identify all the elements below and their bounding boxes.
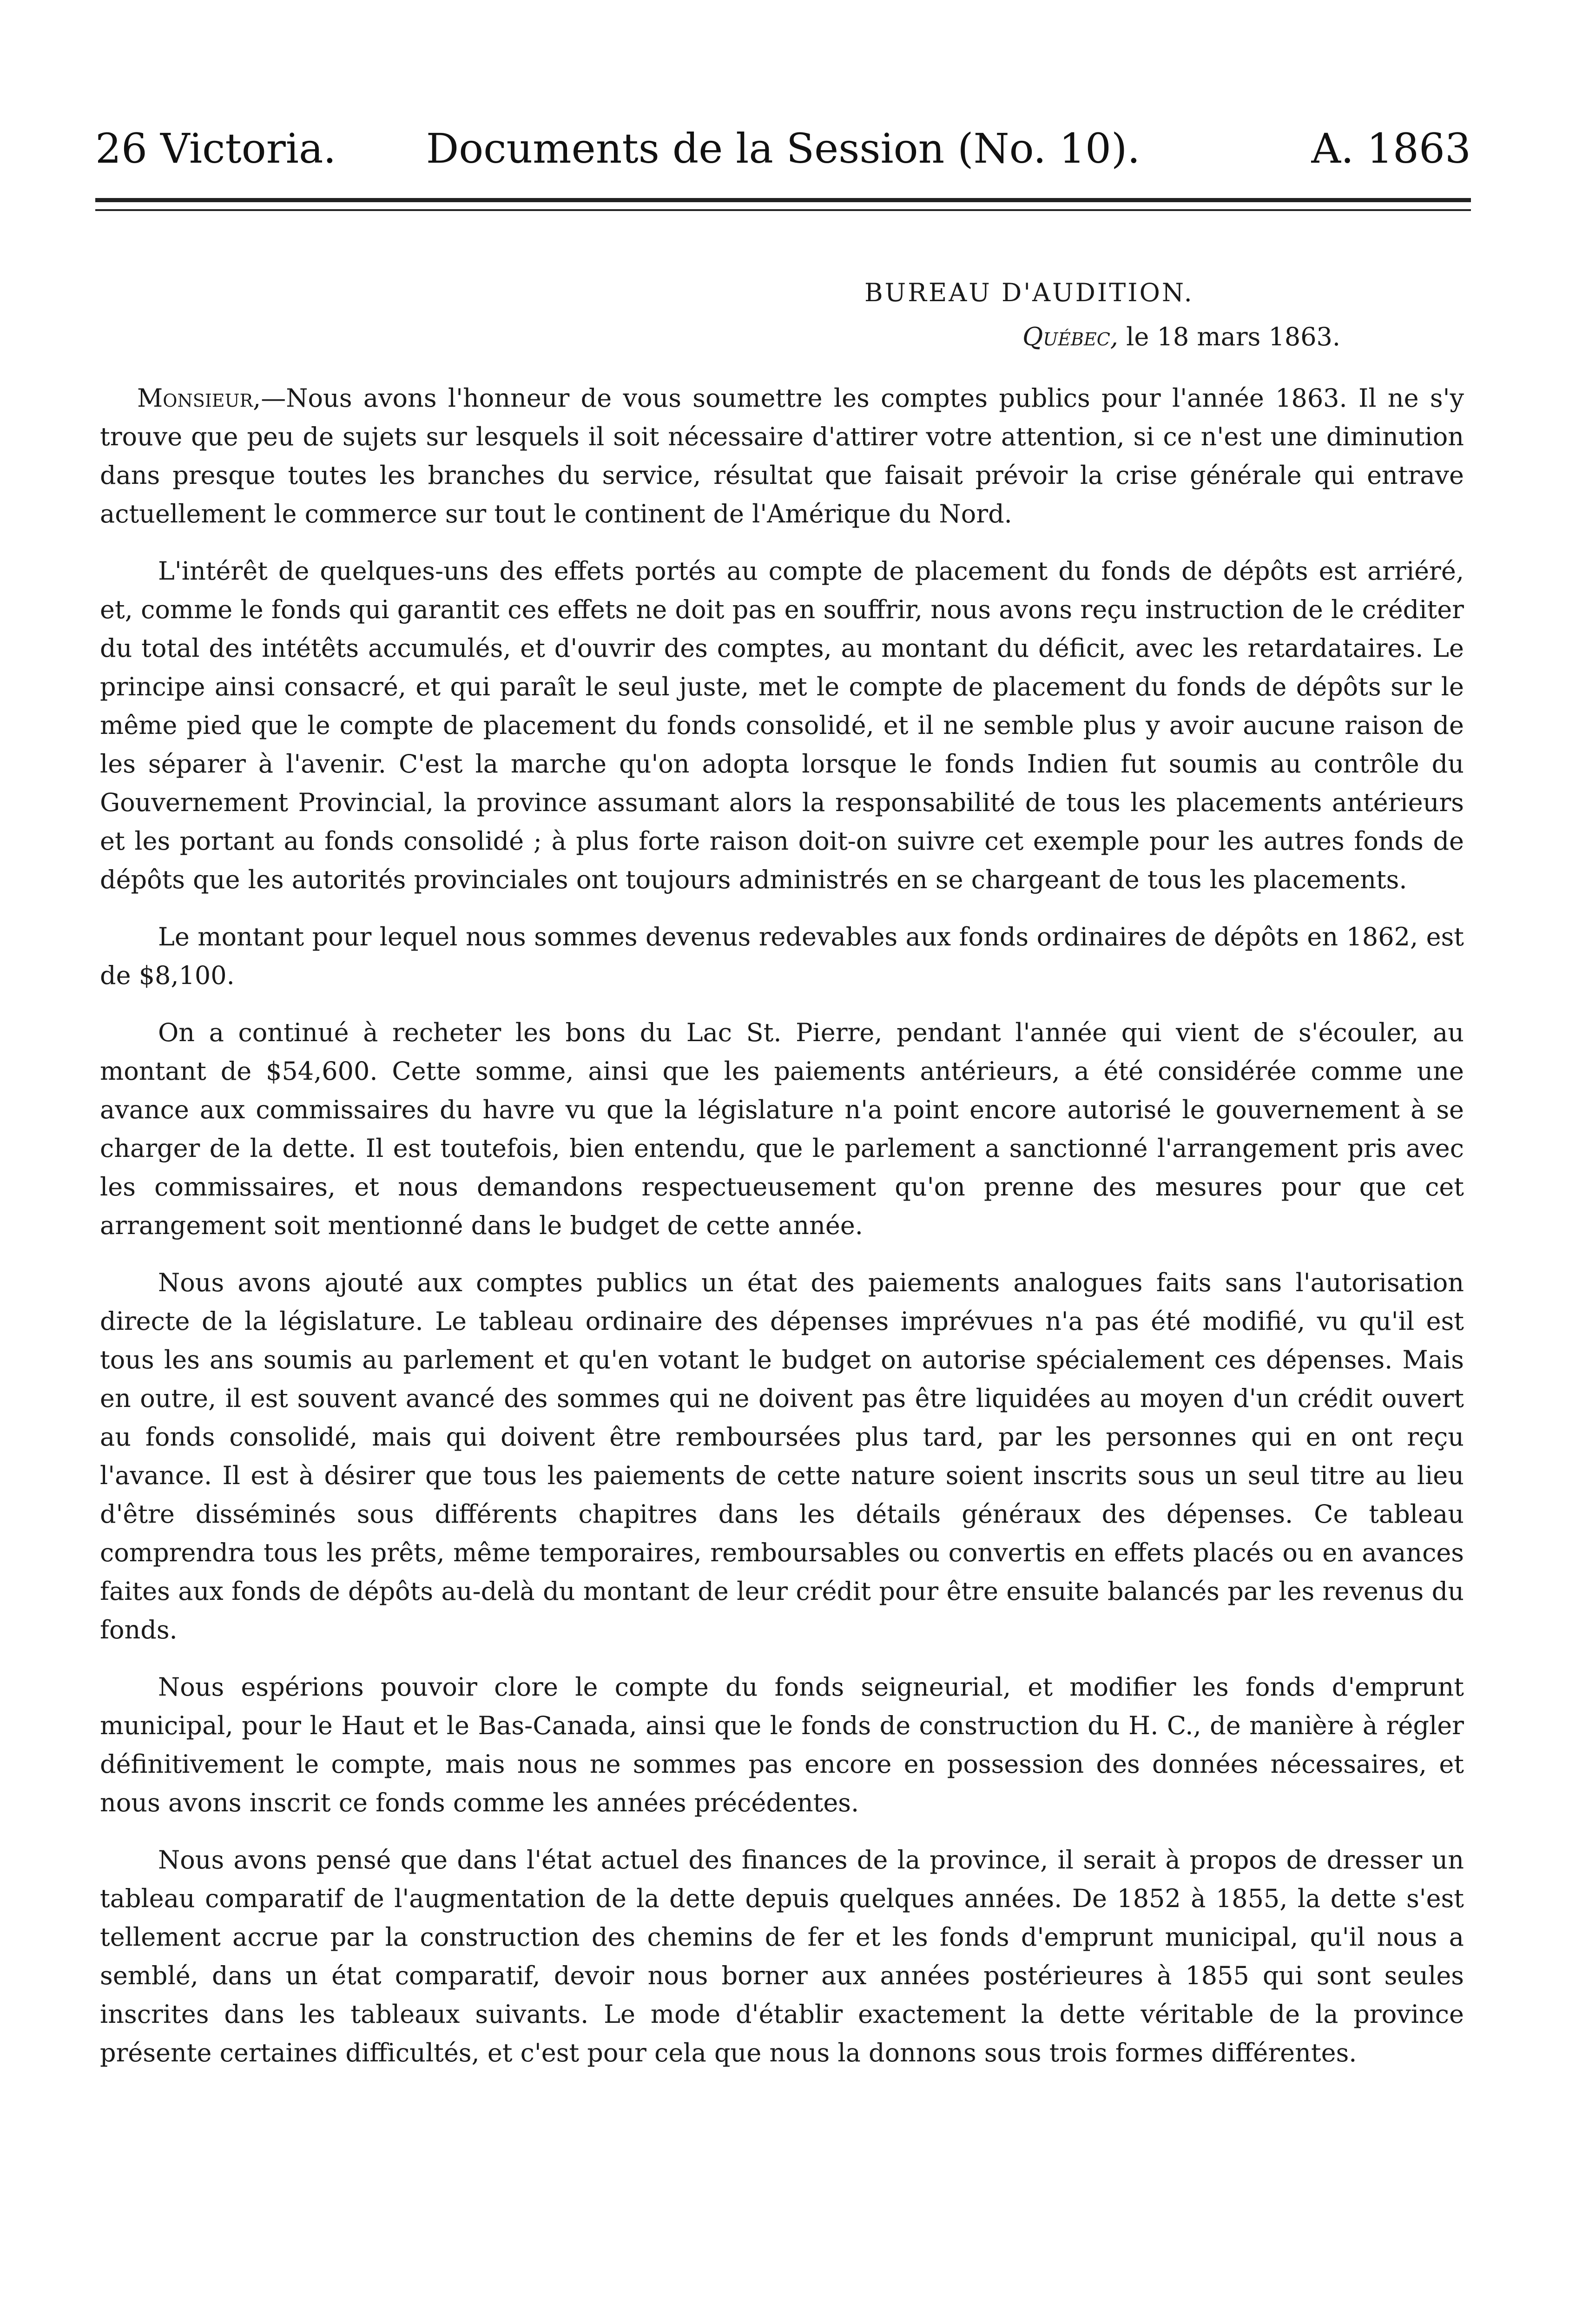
letter-dateline [1022,318,1340,356]
running-header [95,116,1471,181]
header-rule-thick [95,198,1471,202]
paragraph-3: Le montant pour lequel nous sommes devenus redevables aux fonds ordinaires de dépôts en 1862, est de $8,100. [100,922,1464,990]
letter-office: BUREAU D'AUDITION. [864,278,1194,307]
letter-body [100,379,1464,2091]
header-volume: 26 Victoria. [95,125,336,172]
paragraph-4: On a continué à recheter les bons du Lac St. Pierre, pendant l'année qui vient de s'écouler, au montant de $54,600. Cette somme, ainsi que les paiements antérieurs, a été considérée comme une avance aux commissaires du havre vu que la législature n'a point encore autorisé le gouvernement à se charger de la dette. Il est toutefois, bien entendu, que le parlement a sanctionné l'arrangement pris avec les commissaires, et nous demandons respectueusement qu'on prenne des mesures pour que cet arrangement soit mentionné dans le budget de cette année. [100,1018,1464,1240]
paragraph-1 [100,379,1464,533]
paragraph-5: Nous avons ajouté aux comptes publics un état des paiements analogues faits sans l'autorisation directe de la législature. Le tableau ordinaire des dépenses imprévues n'a pas été modifié, vu qu'il est tous les ans soumis au parlement et qu'en votant le budget on autorise spécialement ces dépenses. Mais en outre, il est souvent avancé des sommes qui ne doivent pas être liquidées au moyen d'un crédit ouvert au fonds consolidé, mais qui doivent être remboursées plus tard, par les personnes qui en ont reçu l'avance. Il est à désirer que tous les paiements de cette nature soient inscrits sous un seul titre au lieu d'être disséminés sous différents chapitres dans les détails généraux des dépenses. Ce tableau comprendra tous les prêts, même temporaires, remboursables ou convertis en effets placés ou en avances faites aux fonds de dépôts au-delà du montant de leur crédit pour être ensuite balancés par les revenus du fonds. [100,1268,1464,1644]
paragraph-7: Nous avons pensé que dans l'état actuel des finances de la province, il serait à propos de dresser un tableau comparatif de l'augmentation de la dette depuis quelques années. De 1852 à 1855, la dette s'est tellement accrue par la construction des chemins de fer et les fonds d'emprunt municipal, qu'il nous a semblé, dans un état comparatif, devoir nous borner aux années postérieures à 1855 qui sont seules inscrites dans les tableaux suivants. Le mode d'établir exactement la dette véritable de la province présente certaines difficultés, et c'est pour cela que nous la donnons sous trois formes différentes. [100,1845,1464,2067]
header-title: Documents de la Session (No. 10). [426,125,1140,172]
paragraph-1-text: —Nous avons l'honneur de vous soumettre les comptes publics pour l'année 1863. Il ne s'y trouve que peu de sujets sur lesquels il soit nécessaire d'attirer votre attention, si ce n'est une diminution dans presque toutes les branches du service, résultat que faisait prévoir la crise générale qui entrave actuellement le commerce sur tout le continent de l'Amérique du Nord. [100,383,1464,528]
letter-city: Québec, [1022,322,1118,351]
header-year: A. 1863 [1311,125,1471,172]
letter-salutation: Monsieur, [137,383,261,413]
header-rule-thin [95,209,1471,211]
paragraph-2: L'intérêt de quelques-uns des effets portés au compte de placement du fonds de dépôts est arriéré, et, comme le fonds qui garantit ces effets ne doit pas en souffrir, nous avons reçu instruction de le créditer du total des intétêts accumulés, et d'ouvrir des comptes, au montant du déficit, avec les retardataires. Le principe ainsi consacré, et qui paraît le seul juste, met le compte de placement du fonds de dépôts sur le même pied que le compte de placement du fonds consolidé, et il ne semble plus y avoir aucune raison de les séparer à l'avenir. C'est la marche qu'on adopta lorsque le fonds Indien fut soumis au contrôle du Gouvernement Provincial, la province assumant alors la responsabilité de tous les placements antérieurs et les portant au fonds consolidé ; à plus forte raison doit-on suivre cet exemple pour les autres fonds de dépôts que les autorités provinciales ont toujours administrés en se chargeant de tous les placements. [100,556,1464,894]
letter-date: le 18 mars 1863. [1126,322,1341,351]
paragraph-6: Nous espérions pouvoir clore le compte du fonds seigneurial, et modifier les fonds d'emprunt municipal, pour le Haut et le Bas-Canada, ainsi que le fonds de construction du H. C., de manière à régler définitivement le compte, mais nous ne sommes pas encore en possession des données nécessaires, et nous avons inscrit ce fonds comme les années précédentes. [100,1672,1464,1817]
